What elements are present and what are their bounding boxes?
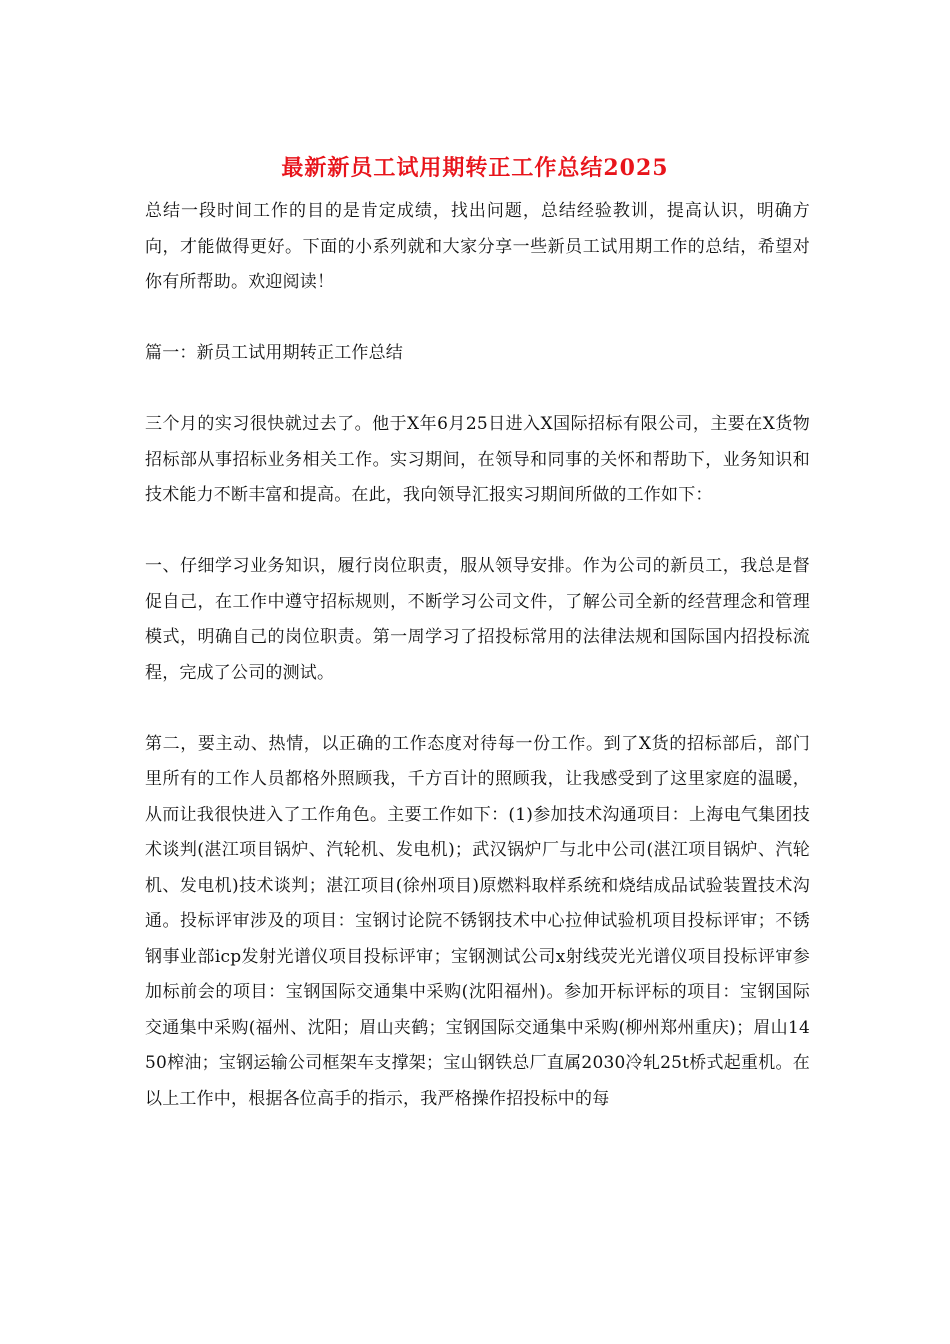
intro-paragraph: 总结一段时间工作的目的是肯定成绩，找出问题，总结经验教训，提高认识，明确方向，才能做得更好。下面的小系列就和大家分享一些新员工试用期工作的总结，希望对你有所帮助。欢迎阅读！ xyxy=(145,201,810,292)
body-paragraph: 三个月的实习很快就过去了。他于X年6月25日进入X国际招标有限公司，主要在X货物招标部从事招标业务相关工作。实习期间，在领导和同事的关怀和帮助下，业务知识和技术能力不断丰富和提高。在此，我向领导汇报实习期间所做的工作如下： xyxy=(145,414,810,505)
body-paragraph: 第二，要主动、热情，以正确的工作态度对待每一份工作。到了X货的招标部后，部门里所有的工作人员都格外照顾我，千方百计的照顾我，让我感受到了这里家庭的温暖，从而让我很快进入了工作角色。主要工作如下：(1)参加技术沟通项目：上海电气集团技术谈判(湛江项目锅炉、汽轮机、发电机)；武汉锅炉厂与北中公司(湛江项目锅炉、汽轮机、发电机)技术谈判；湛江项目(徐州项目)原燃料取样系统和烧结成品试验装置技术沟通。投标评审涉及的项目：宝钢讨论院不锈钢技术中心拉伸试验机项目投标评审；不锈钢事业部icp发射光谱仪项目投标评审；宝钢测试公司x射线荧光光谱仪项目投标评审参加标前会的项目：宝钢国际交通集中采购(沈阳福州)。参加开标评标的项目：宝钢国际交通集中采购(福州、沈阳；眉山夹鹤；宝钢国际交通集中采购(柳州郑州重庆)；眉山1450榨油；宝钢运输公司框架车支撑架；宝山钢铁总厂直属2030冷轧25t桥式起重机。在以上工作中，根据各位高手的指示，我严格操作招投标中的每 xyxy=(145,733,810,1109)
body-paragraph: 一、仔细学习业务知识，履行岗位职责，服从领导安排。作为公司的新员工，我总是督促自己，在工作中遵守招标规则，不断学习公司文件，了解公司全新的经营理念和管理模式，明确自己的岗位职责。第一周学习了招投标常用的法律法规和国际国内招投标流程，完成了公司的测试。 xyxy=(145,556,810,683)
section-heading: 篇一：新员工试用期转正工作总结 xyxy=(145,343,403,363)
document-title: 最新新员工试用期转正工作总结2025 xyxy=(281,155,669,181)
document-body xyxy=(145,194,810,1117)
